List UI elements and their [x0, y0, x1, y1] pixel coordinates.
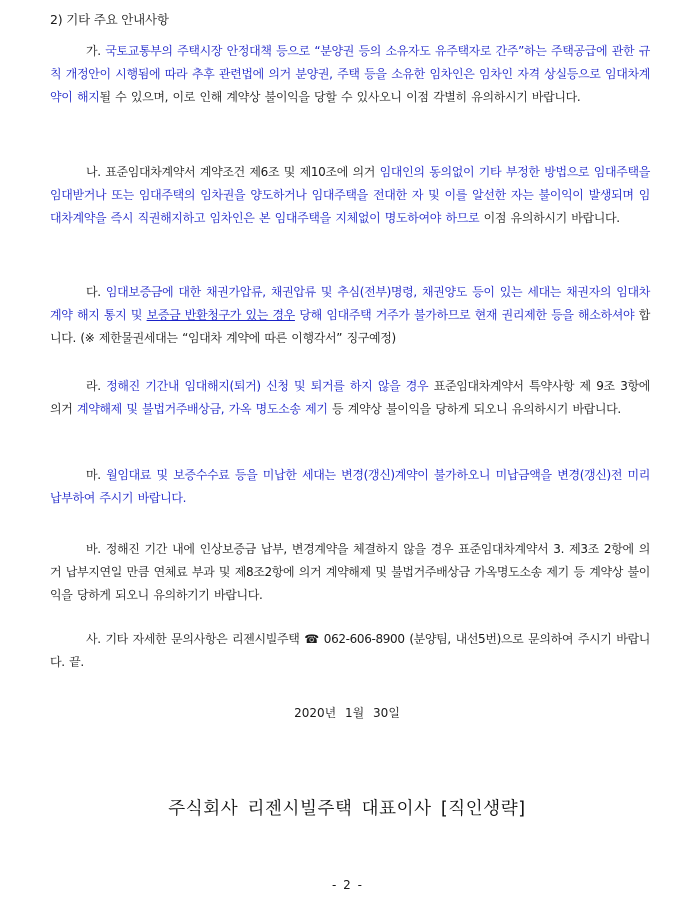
- emphasized-text: 국토교통부의 주택시장 안정대책 등으로 “분양권 등의 소유자도 유주택자로 간주”하는 주택공급에 관한 규칙 개정안이 시행됨에 따라 추후 관련법에 의거 분양권, 주택 등을 소유한 임차인은 임차인 자격 상실등으로 임대차계약이 해지: [50, 44, 650, 104]
- paragraph-marker: 다.: [86, 285, 106, 299]
- body-text: 합니다. (※ 제한물권세대는 “임대차 계약에 따른 이행각서” 징구예정): [50, 308, 650, 345]
- paragraph-marker: 가.: [86, 44, 106, 58]
- body-text: 표준임대차계약서 계약조건 제6조 및 제10조에 의거: [105, 165, 380, 179]
- emphasized-text: 임대보증금에 대한 채권가압류, 채권압류 및 추심(전부)명령, 채권양도 등이 있는 세대는 채권자의 임대차계약 해지 통지 및: [50, 285, 651, 322]
- paragraph-ma: [50, 464, 650, 510]
- paragraph-marker: 마.: [86, 468, 107, 482]
- body-text: 표준임대차계약서 특약사항 제 9조 3항에 의거: [50, 379, 650, 416]
- emphasized-text: 당해 임대주택 거주가 불가하므로 현재 권리제한 등을 해소하셔야: [294, 308, 635, 322]
- paragraph-sa: [50, 628, 650, 674]
- emphasized-text: 월임대료 및 보증수수료 등을 미납한 세대는 변경(갱신)계약이 불가하오니 미납금액을 변경(갱신)전 미리 납부하여 주시기 바랍니다.: [50, 468, 651, 505]
- body-text: 이점 유의하시기 바랍니다.: [479, 211, 620, 225]
- section-title: 2) 기타 주요 안내사항: [50, 12, 169, 27]
- paragraph-marker: 라.: [86, 379, 107, 393]
- paragraph-ba: [50, 538, 650, 607]
- body-text: 기타 자세한 문의사항은 리젠시빌주택 ☎ 062-606-8900 (분양팀, 내선5번)으로 문의하여 주시기 바랍니다. 끝.: [50, 632, 650, 669]
- paragraph-ga: [50, 40, 650, 109]
- underlined-text: 보증금 반환청구가 있는 경우: [146, 308, 295, 322]
- page-number: - 2 -: [332, 878, 362, 892]
- body-text: 될 수 있으며, 이로 인해 계약상 불이익을 당할 수 있사오니 이점 각별히 유의하시기 바랍니다.: [99, 90, 581, 104]
- body-text: 등 계약상 불이익을 당하게 되오니 유의하시기 바랍니다.: [327, 402, 621, 416]
- company-signature-line: 주식회사 리젠시빌주택 대표이사 [직인생략]: [168, 799, 526, 819]
- paragraph-na: [50, 161, 650, 230]
- emphasized-text: 임대인의 동의없이 기타 부정한 방법으로 임대주택을 임대받거나 또는 임대주택의 임차권을 양도하거나 임대주택을 전대한 자 및 이를 알선한 자는 불이익이 발생되며 임대차계약을 즉시 직권해지하고 임차인은 본 임대주택을 지체없이 명도하여야 하므로: [50, 165, 650, 225]
- paragraph-marker: 나.: [86, 165, 106, 179]
- paragraph-marker: 사.: [86, 632, 106, 646]
- document-date: 2020년 1월 30일: [294, 706, 400, 720]
- emphasized-text: 정해진 기간내 임대해지(퇴거) 신청 및 퇴거를 하지 않을 경우: [106, 379, 429, 393]
- body-text: 정해진 기간 내에 인상보증금 납부, 변경계약을 체결하지 않을 경우 표준임대차계약서 3. 제3조 2항에 의거 납부지연일 만큼 연체료 부과 및 제8조2항에 의거 계약해제 및 불법거주배상금 가옥명도소송 제기 등 계약상 불이익을 당하게 되오니 유의하기기 바랍니다.: [50, 542, 650, 602]
- paragraph-da: [50, 281, 650, 350]
- paragraph-ra: [50, 375, 650, 421]
- paragraph-marker: 바.: [86, 542, 106, 556]
- emphasized-text: 계약해제 및 불법거주배상금, 가옥 명도소송 제기: [76, 402, 328, 416]
